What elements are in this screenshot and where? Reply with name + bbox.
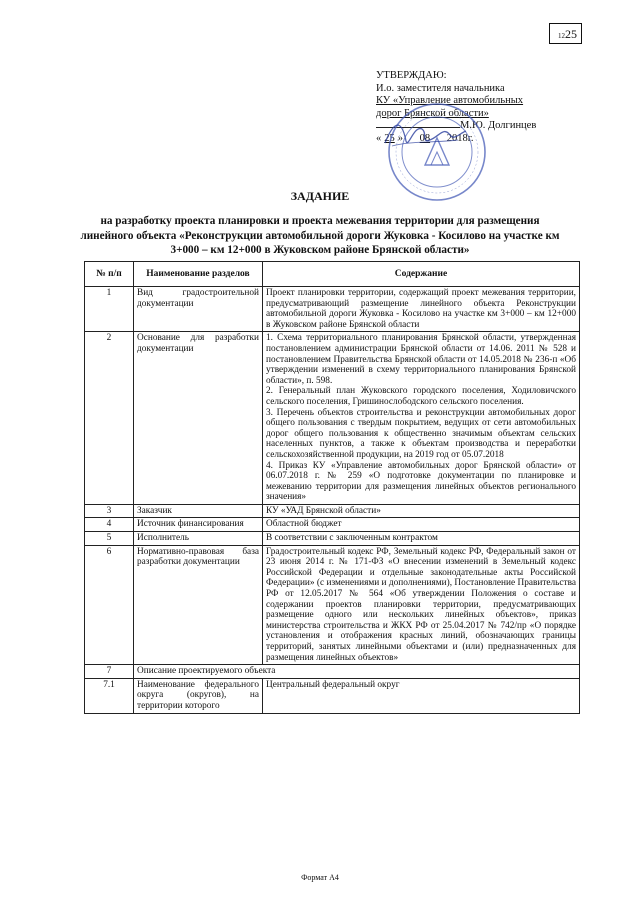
row-section: Вид градостроительной документации <box>134 287 263 332</box>
signature-scribble <box>380 113 470 158</box>
row-content: КУ «УАД Брянской области» <box>263 504 580 518</box>
table-row <box>85 532 580 546</box>
task-table <box>84 261 580 714</box>
approval-date-year: 2018г. <box>446 132 474 144</box>
row-section: Описание проектируемого объекта <box>134 665 580 679</box>
approval-heading: УТВЕРЖДАЮ: <box>376 70 447 81</box>
row-content: 1. Схема территориального планирования Брянской области, утвержденная постановлением администрации Брянской области от 14.06. 2011 № 528 и постановлением Правительства Брянской области от 14.05.2018 № 236-п «Об утверждении изменений в схему территориального планирования Брянской области», п. 598. 2. Генеральный план Жуковского городского поселения, Ходиловичского сельского поселения, Гришинослободского сельского поселения. 3. Перечень объектов строительства и реконструкции автомобильных дорог общего пользования с твердым покрытием, ведущих от сети автомобильных дорог общего пользования к общественно значимым объектам сельских населенных пунктов, а также к объектам производства и переработки сельскохозяйственной продукции, на 2019 год от 05.07.2018 4. Приказ КУ «Управление автомобильных дорог Брянской области» от 06.07.2018 г. № 259 «О подготовке документации по планировке и межеванию территории для размещения линейных объектов регионального значения» <box>263 332 580 505</box>
table-header-row <box>85 262 580 287</box>
row-number: 5 <box>85 532 134 546</box>
header-number: № п/п <box>85 262 134 287</box>
table-row <box>85 545 580 665</box>
approval-organization-cont: дорог Брянской области» <box>376 107 489 119</box>
row-number: 3 <box>85 504 134 518</box>
row-content: Проект планировки территории, содержащий проект межевания территории, предусматривающий размещение линейного объекта Реконструкции автомобильной дороги Жуковка - Косилово на участке км 3+000 – км 12+000 в Жуковском районе Брянской области <box>263 287 580 332</box>
row-number: 1 <box>85 287 134 332</box>
page-number-box <box>549 23 582 44</box>
document-subtitle: на разработку проекта планировки и проекта межевания территории для размещения линейного объекта «Реконструкции автомобильной дороги Жуковка - Косилово на участке км 3+000 – км 12+000 в Жуковском районе Брянской области» <box>80 215 560 256</box>
document-title: ЗАДАНИЕ <box>290 189 350 203</box>
row-number: 6 <box>85 545 134 665</box>
row-content: Областной бюджет <box>263 518 580 532</box>
row-section: Источник финансирования <box>134 518 263 532</box>
row-section: Заказчик <box>134 504 263 518</box>
header-content: Содержание <box>263 262 580 287</box>
row-number: 7 <box>85 665 134 679</box>
table-row <box>85 504 580 518</box>
row-section: Наименование федерального округа (округов), на территории которого <box>134 678 263 713</box>
approval-signer: М.Ю. Долгинцев <box>460 120 537 131</box>
row-content: Градостроительный кодекс РФ, Земельный кодекс РФ, Федеральный закон от 23 июня 2014 г. № 171-ФЗ «О внесении изменений в Земельный кодекс Российской Федерации и отдельные законодательные акты Российской Федерации» (с изменениями и дополнениями), Постановление Правительства РФ от 12.05.2017 № 564 «Об утверждении Положения о составе и содержании проектов планировки территории, предусматривающих размещение одного или нескольких линейных объектов», приказ министерства строительства и ЖКХ РФ от 25.04.2017 № 742/пр «О порядке установления и отображения красных линий, обозначающих границы территорий, занятых линейными объектами и (или) предназначенных для размещения линейных объектов» <box>263 545 580 665</box>
approval-date: « 25 » 08 2018г. <box>376 132 474 144</box>
row-number: 4 <box>85 518 134 532</box>
row-section: Нормативно-правовая база разработки документации <box>134 545 263 665</box>
approval-date-day: 25 <box>384 132 395 144</box>
header-section: Наименование разделов <box>134 262 263 287</box>
row-section: Основание для разработки документации <box>134 332 263 505</box>
page-number: 25 <box>565 27 577 41</box>
table-row <box>85 678 580 713</box>
row-content: В соответствии с заключенным контрактом <box>263 532 580 546</box>
approval-date-month: 08 <box>419 132 431 144</box>
row-section: Исполнитель <box>134 532 263 546</box>
row-number: 2 <box>85 332 134 505</box>
row-content: Центральный федеральный округ <box>263 678 580 713</box>
table-row <box>85 518 580 532</box>
page-format-footer: Формат А4 <box>301 873 339 882</box>
row-number: 7.1 <box>85 678 134 713</box>
page-number-prefix: 12 <box>558 32 565 40</box>
table-row <box>85 287 580 332</box>
approval-organization: КУ «Управление автомобильных <box>376 95 524 106</box>
approval-position: И.о. заместителя начальника <box>376 82 505 94</box>
table-row <box>85 665 580 679</box>
table-row <box>85 332 580 505</box>
